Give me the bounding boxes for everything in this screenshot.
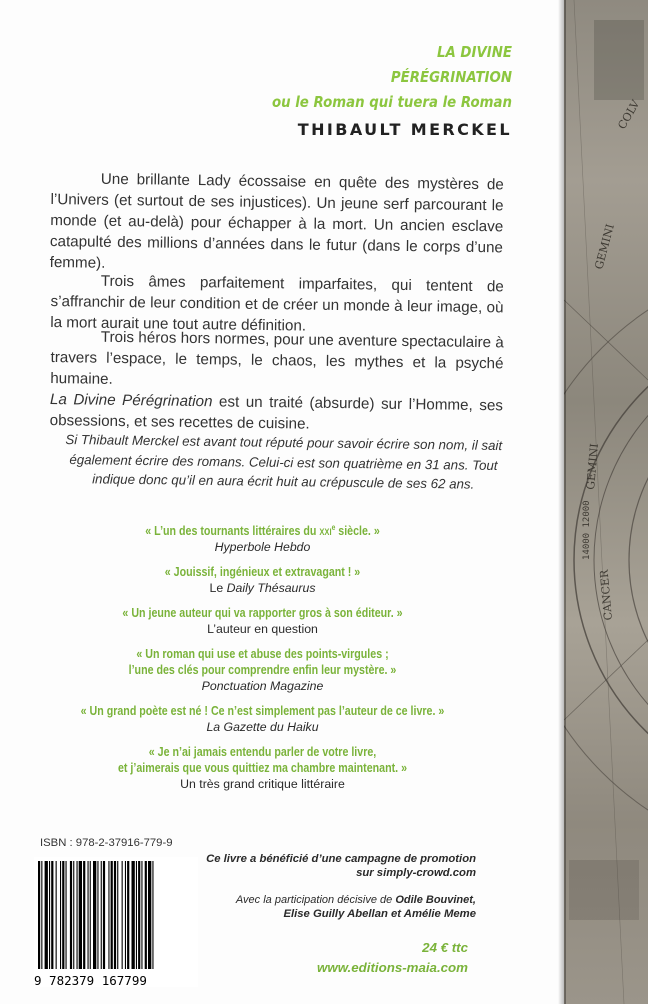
promo-line-3: Avec la participation décisive de Odile Bouvinet, — [235, 894, 476, 906]
quote-5: « Un grand poète est né ! Ce n’est simplement pas l’auteur de ce livre. » — [80, 704, 445, 719]
promo-line-1: Ce livre a bénéficié d’une campagne de promotion — [206, 853, 476, 865]
author-bio: Si Thibault Merckel est avant tout réputé pour savoir écrire son nom, il sait également écrire des romans. Celui-ci est son quatrième en 31 ans. Tout indique donc qu’il en aura écrit huit au crépuscule de ses 62 ans. — [65, 431, 503, 492]
blurb-paragraph-2: Trois âmes parfaitement imparfaites, qui tentent de s’affranchir de leur condition et de créer un monde à leur image, où la mort aurait une tout autre définition. — [50, 272, 504, 335]
book-title-line2: PÉRÉGRINATION — [390, 68, 512, 86]
publisher-website: www.editions-maia.com — [317, 960, 468, 975]
svg-text:COLV: COLV — [615, 97, 643, 132]
quote-3: « Un jeune auteur qui va rapporter gros à son éditeur. » — [122, 606, 403, 621]
quote-4-line1: « Un roman qui use et abuse des points-virgules ; — [136, 647, 389, 662]
blurb-paragraph-3: Trois héros hors normes, pour une aventure spectaculaire à travers l’espace, le temps, le chaos, les mythes et la psyché humaine. La Divine Pérégrination est un traité (absurde) sur l’Homme, ses obsessions, et ses recettes de cuisine. — [49, 328, 504, 433]
spine-artwork — [564, 0, 648, 1004]
barcode-icon — [34, 857, 198, 971]
price: 24 € ttc — [422, 940, 468, 955]
svg-text:CANCER: CANCER — [597, 569, 615, 621]
quote-5-source: La Gazette du Haiku — [206, 720, 319, 735]
press-quotes — [40, 520, 485, 801]
quote-6-source: Un très grand critique littéraire — [180, 777, 345, 792]
quote-2-source: Le Daily Thésaurus — [209, 581, 316, 596]
quote-2: « Jouissif, ingénieux et extravagant ! » — [164, 565, 361, 580]
author-name: THIBAULT MERCKEL — [297, 120, 512, 139]
barcode-digits: 9 782379 167799 — [34, 973, 147, 988]
blurb-book-title: La Divine Pérégrination — [49, 390, 213, 411]
barcode — [34, 857, 198, 987]
isbn-label: ISBN : 978-2-37916-779-9 — [40, 837, 173, 849]
quote-6-line2: et j’aimerais que vous quittiez ma chambre maintenant. » — [117, 761, 408, 776]
astrolabe-icon — [564, 0, 648, 1004]
quote-4-source: Ponctuation Magazine — [201, 679, 324, 694]
spine-shadow — [558, 0, 566, 1004]
svg-text:14000 12000: 14000 12000 — [582, 500, 592, 560]
svg-text:GEMINI: GEMINI — [592, 222, 617, 271]
blurb-paragraph-1: Une brillante Lady écossaise en quête des mystères de l’Univers (et surtout de ses injustices). Un jeune serf parcourant le monde (et au-delà) pour échapper à la mort. Un ancien esclave catapulté des millions d’années dans le futur (dans le corps d’une femme). — [49, 170, 504, 272]
promo-line-2: sur simply-crowd.com — [356, 867, 476, 879]
quote-1: « L’un des tournants littéraires du xxi$^e$ siècle. » — [145, 523, 380, 539]
quote-6-line1: « Je n’ai jamais entendu parler de votre livre, — [148, 745, 377, 760]
promo-line-4: Elise Guilly Abellan et Amélie Meme — [283, 908, 476, 920]
book-title-line1: LA DIVINE — [436, 43, 512, 61]
quote-4-line2: l’une des clés pour comprendre enfin leur mystère. » — [128, 663, 397, 678]
svg-text:GEMINI: GEMINI — [584, 442, 602, 491]
quote-1-source: Hyperbole Hebdo — [214, 540, 311, 555]
book-subtitle: ou le Roman qui tuera le Roman — [271, 93, 512, 111]
quote-3-source: L’auteur en question — [207, 622, 318, 637]
